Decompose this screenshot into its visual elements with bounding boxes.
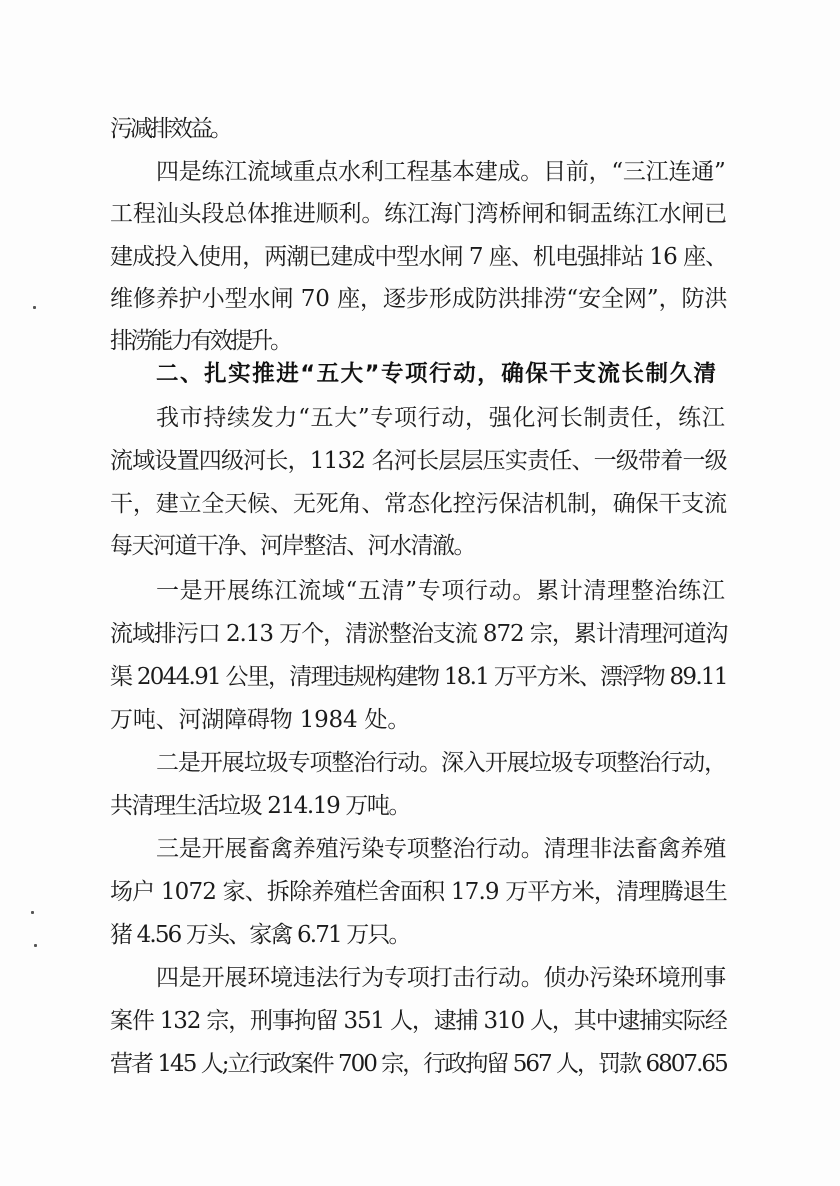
text-line: 排涝能力有效提升。 (110, 328, 290, 354)
text-line: 污减排效益。 (110, 116, 230, 142)
text-line: 维修养护小型水闸 70 座，逐步形成防洪排涝“安全网”，防洪 (110, 286, 728, 312)
text-line: 案件 132 宗，刑事拘留 351 人，逮捕 310 人，其中逮捕实际经 (110, 1008, 727, 1034)
text-line: 万吨、河湖障碍物 1984 处。 (110, 707, 411, 733)
scan-speck (34, 944, 37, 947)
text-line: 四是开展环境违法行为专项打击行动。侦办污染环境刑事 (156, 965, 727, 991)
text-line: 每天河道干净、河岸整洁、河水清澈。 (110, 533, 476, 559)
text-line: 我市持续发力“五大”专项行动，强化河长制责任，练江 (156, 405, 726, 431)
scan-speck (33, 306, 36, 309)
text-line: 二是开展垃圾专项整治行动。深入开展垃圾专项整治行动， (156, 750, 727, 776)
text-line: 一是开展练江流域“五清”专项行动。累计清理整治练江 (156, 578, 726, 604)
text-line: 建成投入使用，两潮已建成中型水闸 7 座、机电强排站 16 座、 (110, 244, 728, 270)
text-line: 渠 2044.91 公里，清理违规构建物 18.1 万平方米、漂浮物 89.11 (110, 664, 727, 690)
text-line: 四是练江流域重点水利工程基本建成。目前，“三江连通” (156, 159, 726, 185)
text-line: 营者 145 人;立行政案件 700 宗，行政拘留 567 人，罚款 6807.65 (110, 1051, 727, 1077)
text-line: 干，建立全天候、无死角、常态化控污保洁机制，确保干支流 (110, 491, 727, 517)
text-line: 流域设置四级河长，1132 名河长层层压实责任、一级带着一级 (110, 448, 727, 474)
section-heading: 二、扎实推进“五大”专项行动，确保干支流长制久清 (156, 361, 718, 387)
text-line: 场户 1072 家、拆除养殖栏舍面积 17.9 万平方米，清理腾退生 (110, 879, 727, 905)
text-line: 三是开展畜禽养殖污染专项整治行动。清理非法畜禽养殖 (156, 836, 727, 862)
scan-speck (31, 911, 34, 914)
text-line: 共清理生活垃圾 214.19 万吨。 (110, 793, 411, 819)
text-line: 猪 4.56 万头、家禽 6.71 万只。 (110, 922, 410, 948)
text-line: 工程汕头段总体推进顺利。练江海门湾桥闸和铜盂练江水闸已 (110, 201, 727, 227)
text-line: 流域排污口 2.13 万个，清淤整治支流 872 宗，累计清理河道沟 (110, 621, 728, 647)
